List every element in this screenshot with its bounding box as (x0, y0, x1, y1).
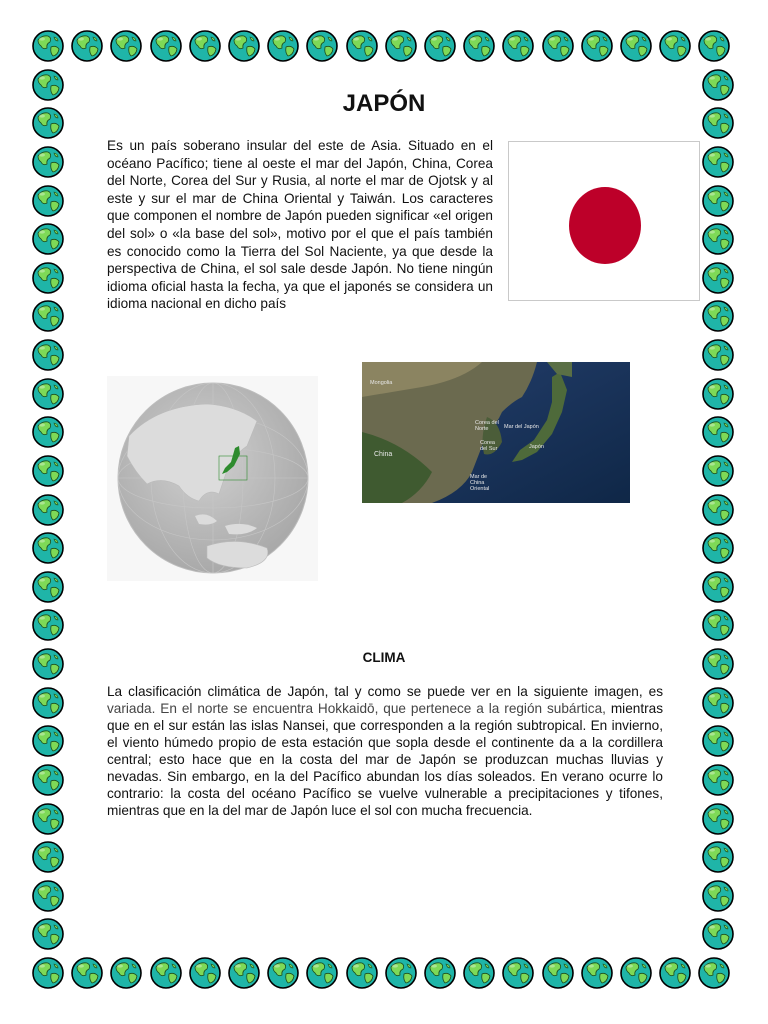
globe-border-icon (500, 955, 536, 991)
climate-text-part-grey: variada. En el norte se encuentra Hokkaidō, que pertenece a la región subártica, (107, 701, 606, 716)
globe-border-icon (700, 260, 736, 296)
globe-border-icon (657, 28, 693, 64)
globe-border-icon (422, 28, 458, 64)
globe-border-icon (700, 298, 736, 334)
globe-border-icon (304, 28, 340, 64)
globe-border-icon (579, 955, 615, 991)
globe-border-icon (226, 28, 262, 64)
globe-border-icon (30, 492, 66, 528)
globe-border-icon (700, 916, 736, 952)
map-label-east-china-sea: Mar de China Oriental (470, 474, 490, 492)
globe-border-icon (30, 723, 66, 759)
climate-text-part-1: La clasificación climática de Japón, tal y como se puede ver en la siguiente imagen, es (107, 684, 663, 699)
globe-border-icon (30, 376, 66, 412)
globe-border-icon (30, 955, 66, 991)
globe-border-icon (700, 801, 736, 837)
map-label-north-korea: Corea del Norte (475, 420, 499, 432)
globe-border-icon (696, 28, 732, 64)
globe-border-icon (30, 607, 66, 643)
globe-border-icon (148, 955, 184, 991)
globe-border-icon (422, 955, 458, 991)
globe-border-icon (700, 878, 736, 914)
satellite-map-image (362, 362, 630, 503)
globe-border-icon (30, 414, 66, 450)
globe-border-icon (700, 839, 736, 875)
globe-border-icon (30, 453, 66, 489)
globe-border-icon (696, 955, 732, 991)
globe-border-icon (226, 955, 262, 991)
globe-border-icon (700, 453, 736, 489)
globe-border-icon (461, 28, 497, 64)
globe-border-icon (30, 530, 66, 566)
globe-border-icon (108, 28, 144, 64)
globe-border-icon (618, 955, 654, 991)
globe-border-icon (187, 955, 223, 991)
climate-paragraph (107, 683, 663, 819)
map-label-mongolia: Mongolia (370, 380, 393, 386)
globe-border-icon (30, 260, 66, 296)
globe-border-icon (187, 28, 223, 64)
globe-border-icon (30, 337, 66, 373)
climate-text-part-2: mientras que en el sur están las islas Nansei, que corresponden a la región subtropical. En invierno, el viento húmedo propio de esta estación que sopla desde el continente da a la cordillera central; esto hace que en la costa del mar de Japón se produzcan muchas lluvias y nevadas. Sin embargo, en la del Pacífico abundan los días soleados. En verano ocurre lo contrario: la costa del océano Pacífico se vuelve vulnerable a precipitaciones y tifones, mientras que en la del mar de Japón luce el sol con mucha frecuencia. (107, 701, 663, 818)
globe-border-icon (108, 955, 144, 991)
globe-border-icon (30, 298, 66, 334)
globe-border-icon (30, 839, 66, 875)
globe-border-icon (383, 955, 419, 991)
globe-border-icon (700, 376, 736, 412)
map-label-south-korea: Corea del Sur (480, 440, 498, 452)
globe-border-icon (700, 221, 736, 257)
globe-border-icon (30, 685, 66, 721)
globe-border-icon (344, 28, 380, 64)
globe-border-icon (30, 916, 66, 952)
globe-border-icon (30, 878, 66, 914)
globe-border-icon (500, 28, 536, 64)
globe-border-icon (383, 28, 419, 64)
globe-border-icon (540, 28, 576, 64)
globe-border-icon (700, 183, 736, 219)
flag-sun-disc (569, 187, 641, 264)
globe-border-icon (579, 28, 615, 64)
globe-border-icon (304, 955, 340, 991)
globe-border-icon (700, 144, 736, 180)
map-label-china: China (374, 451, 393, 458)
globe-border-icon (700, 530, 736, 566)
globe-border-icon (69, 955, 105, 991)
globe-border-icon (344, 955, 380, 991)
globe-border-icon (700, 607, 736, 643)
globe-border-icon (657, 955, 693, 991)
globe-border-icon (618, 28, 654, 64)
map-label-japan: Japón (529, 444, 544, 450)
globe-border-icon (30, 144, 66, 180)
intro-paragraph: Es un país soberano insular del este de Asia. Situado en el océano Pacífico; tiene al oeste el mar del Japón, China, Corea del Norte, Corea del Sur y Rusia, al norte el mar de Ojotsk y al este y sur el mar de China Oriental y Taiwán. Los caracteres que componen el nombre de Japón pueden significar «el origen del sol» o «la base del sol», motivo por el que el país también es conocido como la Tierra del Sol Naciente, ya que desde la perspectiva de China, el sol sale desde Japón. No tiene ningún idioma oficial hasta la fecha, ya que el japonés se considera un idioma nacional en dicho país (107, 138, 493, 312)
globe-border-icon (30, 221, 66, 257)
globe-border-icon (700, 414, 736, 450)
globe-border-icon (30, 762, 66, 798)
globe-border-icon (700, 723, 736, 759)
globe-border-icon (461, 955, 497, 991)
globe-border-icon (700, 337, 736, 373)
globe-border-icon (700, 492, 736, 528)
page-title: JAPÓN (342, 90, 426, 117)
globe-border-icon (30, 801, 66, 837)
map-label-sea-of-japan: Mar del Japón (504, 424, 539, 430)
globe-map-svg (107, 376, 318, 581)
globe-border-icon (30, 183, 66, 219)
orthographic-globe-map (107, 376, 318, 581)
climate-heading: CLIMA (362, 650, 406, 665)
japan-flag-image (508, 141, 700, 301)
globe-border-icon (540, 955, 576, 991)
globe-border-icon (700, 569, 736, 605)
globe-border-icon (700, 685, 736, 721)
globe-border-icon (30, 569, 66, 605)
globe-border-icon (148, 28, 184, 64)
globe-border-icon (700, 762, 736, 798)
globe-border-icon (69, 28, 105, 64)
globe-border-icon (265, 28, 301, 64)
globe-border-icon (30, 28, 66, 64)
globe-border-icon (265, 955, 301, 991)
